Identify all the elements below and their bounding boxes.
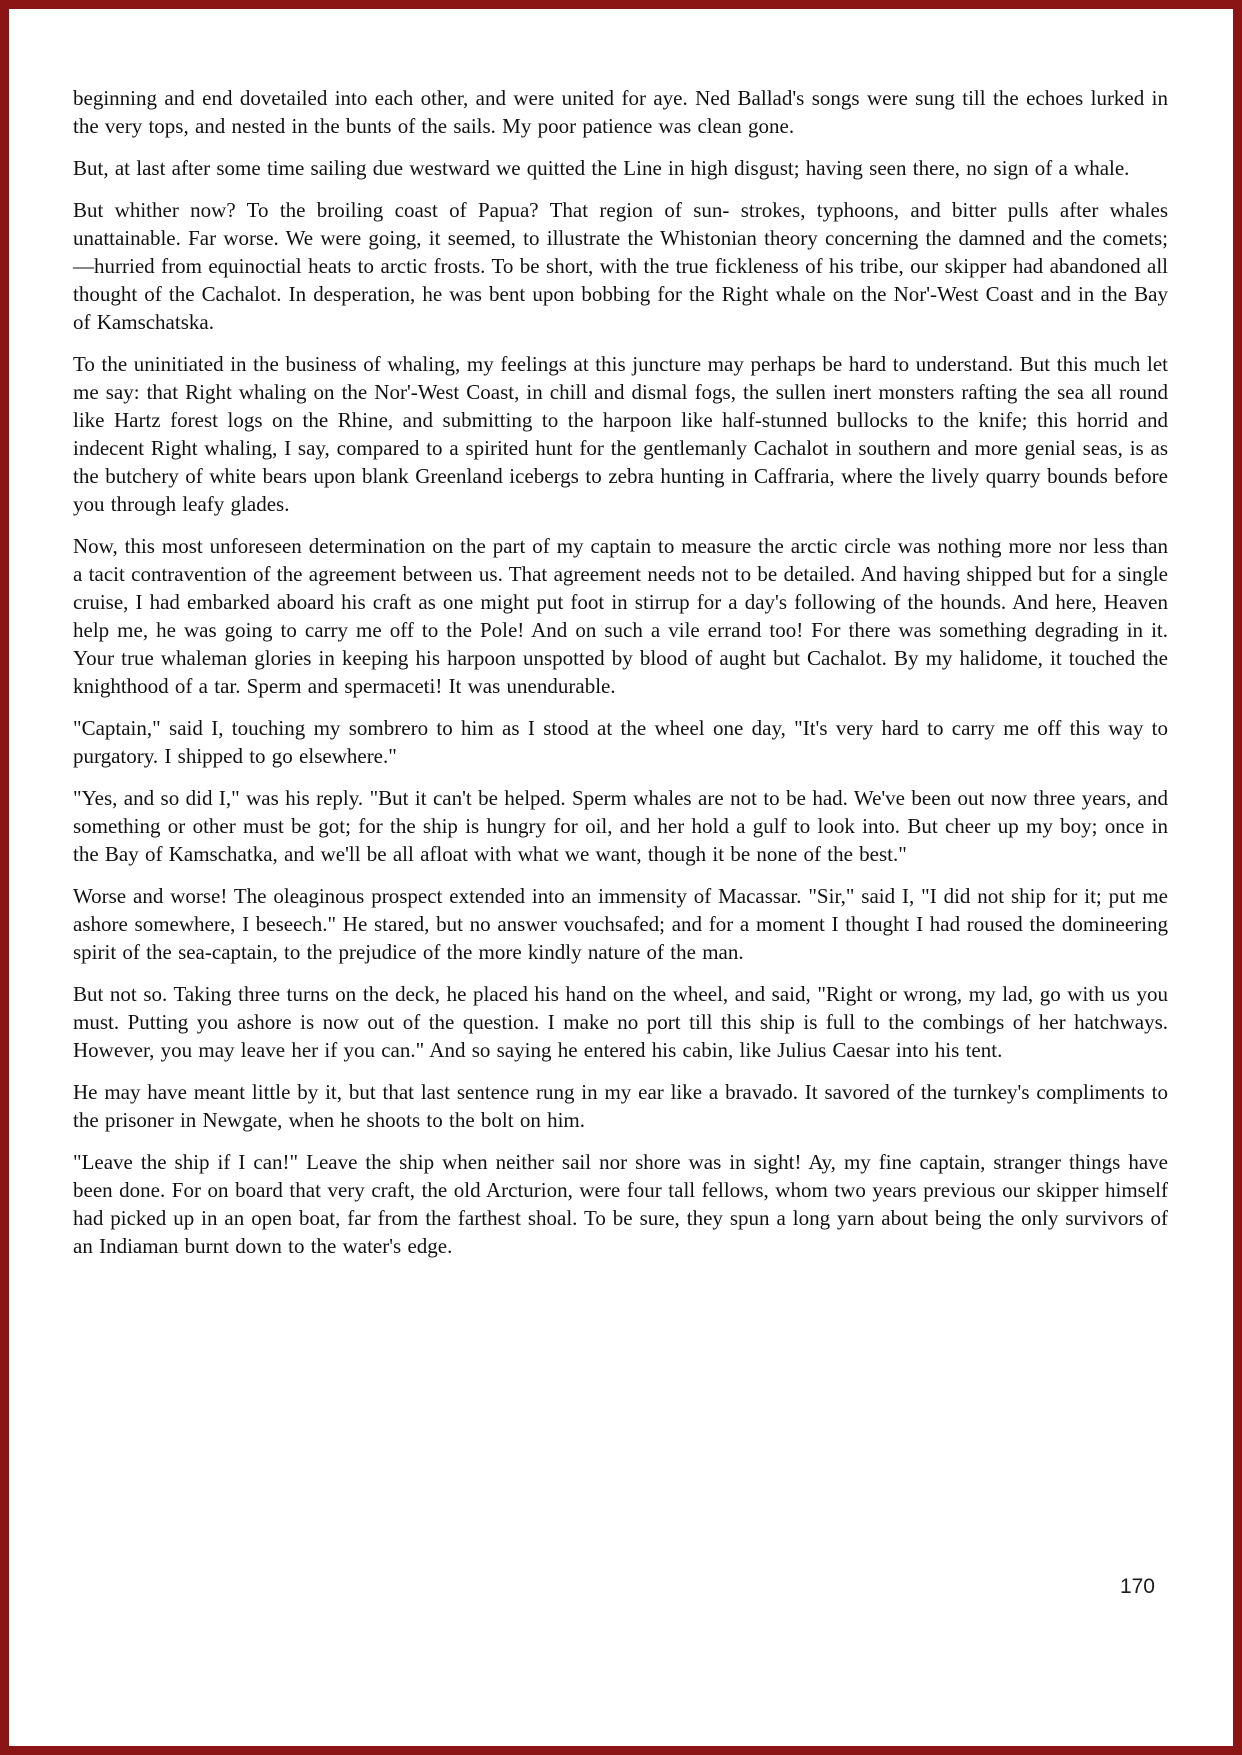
body-paragraph: "Captain," said I, touching my sombrero to him as I stood at the wheel one day, "It's very hard to carry me off this way to purgatory. I shipped to go elsewhere.": [73, 716, 1168, 768]
body-paragraph: "Leave the ship if I can!" Leave the ship when neither sail nor shore was in sight! Ay, my fine captain, stranger things have been done. For on board that very craft, the old Arcturion, were four tall fellows, whom two years previous our skipper himself had picked up in an open boat, far from the farthest shoal. To be sure, they spun a long yarn about being the only survivors of an Indiaman burnt down to the water's edge.: [73, 1150, 1168, 1258]
page-number: 170: [1119, 1575, 1155, 1598]
body-paragraph: beginning and end dovetailed into each other, and were united for aye. Ned Ballad's songs were sung till the echoes lurked in the very tops, and nested in the bunts of the sails. My poor patience was clean gone.: [73, 86, 1168, 138]
page-content: [73, 84, 1168, 1274]
body-paragraph: Now, this most unforeseen determination on the part of my captain to measure the arctic circle was nothing more nor less than a tacit contravention of the agreement between us. That agreement needs not to be detailed. And having shipped but for a single cruise, I had embarked aboard his craft as one might put foot in stirrup for a day's following of the hounds. And here, Heaven help me, he was going to carry me off to the Pole! And on such a vile errand too! For there was something degrading in it. Your true whaleman glories in keeping his harpoon unspotted by blood of aught but Cachalot. By my halidome, it touched the knighthood of a tar. Sperm and spermaceti! It was unendurable.: [73, 534, 1168, 698]
body-paragraph: But not so. Taking three turns on the deck, he placed his hand on the wheel, and said, "Right or wrong, my lad, go with us you must. Putting you ashore is now out of the question. I make no port till this ship is full to the combings of her hatchways. However, you may leave her if you can." And so saying he entered his cabin, like Julius Caesar into his tent.: [73, 982, 1168, 1062]
body-paragraph: Worse and worse! The oleaginous prospect extended into an immensity of Macassar. "Sir," said I, "I did not ship for it; put me ashore somewhere, I beseech." He stared, but no answer vouchsafed; and for a moment I thought I had roused the domineering spirit of the sea-captain, to the prejudice of the more kindly nature of the man.: [73, 884, 1168, 964]
body-paragraph: But whither now? To the broiling coast of Papua? That region of sun- strokes, typhoons, and bitter pulls after whales unattainable. Far worse. We were going, it seemed, to illustrate the Whistonian theory concerning the damned and the comets;—hurried from equinoctial heats to arctic frosts. To be short, with the true fickleness of his tribe, our skipper had abandoned all thought of the Cachalot. In desperation, he was bent upon bobbing for the Right whale on the Nor'-West Coast and in the Bay of Kamschatska.: [73, 198, 1168, 334]
body-paragraph: "Yes, and so did I," was his reply. "But it can't be helped. Sperm whales are not to be had. We've been out now three years, and something or other must be got; for the ship is hungry for oil, and her hold a gulf to look into. But cheer up my boy; once in the Bay of Kamschatka, and we'll be all afloat with what we want, though it be none of the best.": [73, 786, 1168, 866]
body-paragraph: To the uninitiated in the business of whaling, my feelings at this juncture may perhaps be hard to understand. But this much let me say: that Right whaling on the Nor'-West Coast, in chill and dismal fogs, the sullen inert monsters rafting the sea all round like Hartz forest logs on the Rhine, and submitting to the harpoon like half-stunned bullocks to the knife; this horrid and indecent Right whaling, I say, compared to a spirited hunt for the gentlemanly Cachalot in southern and more genial seas, is as the butchery of white bears upon blank Greenland icebergs to zebra hunting in Caffraria, where the lively quarry bounds before you through leafy glades.: [73, 352, 1168, 516]
body-paragraph: But, at last after some time sailing due westward we quitted the Line in high disgust; having seen there, no sign of a whale.: [73, 156, 1130, 180]
body-paragraph: He may have meant little by it, but that last sentence rung in my ear like a bravado. It savored of the turnkey's compliments to the prisoner in Newgate, when he shoots to the bolt on him.: [73, 1080, 1168, 1132]
